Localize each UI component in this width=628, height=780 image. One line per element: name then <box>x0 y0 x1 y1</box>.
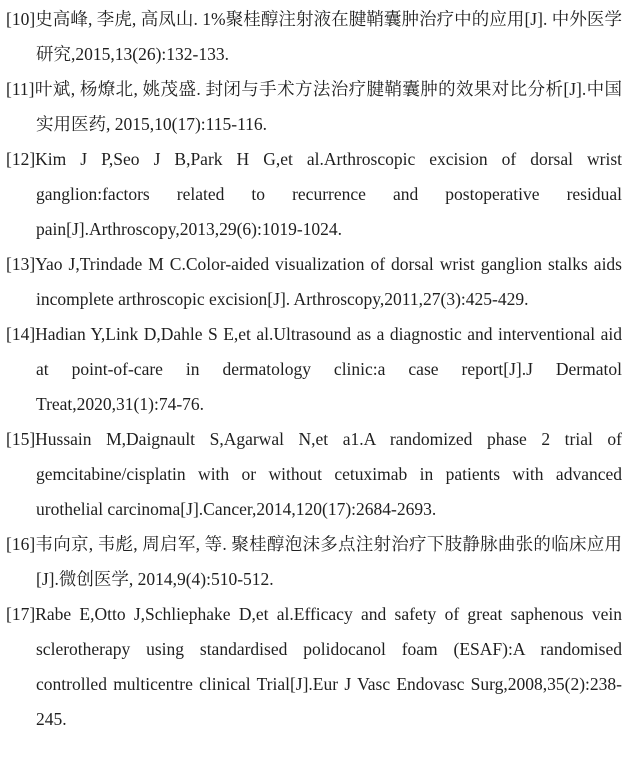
reference-number: [12] <box>6 149 36 169</box>
reference-item-16 <box>6 527 622 597</box>
reference-text: 韦向京, 韦彪, 周启军, 等. 聚桂醇泡沫多点注射治疗下肢静脉曲张的临床应用[J].微创医学, 2014,9(4):510-512. <box>35 534 622 589</box>
reference-number: [17] <box>6 604 36 624</box>
reference-text: 叶斌, 杨燎北, 姚茂盛. 封闭与手术方法治疗腱鞘囊肿的效果对比分析[J].中国实用医药, 2015,10(17):115-116. <box>34 79 622 134</box>
reference-number: [11] <box>6 79 35 99</box>
reference-number: [13] <box>6 254 36 274</box>
reference-item-13 <box>6 247 622 317</box>
reference-item-15 <box>6 422 622 527</box>
reference-list <box>6 2 622 737</box>
reference-number: [16] <box>6 534 36 554</box>
reference-text: 史高峰, 李虎, 高凤山. 1%聚桂醇注射液在腱鞘囊肿治疗中的应用[J]. 中外医学研究,2015,13(26):132-133. <box>35 9 622 64</box>
reference-text: Rabe E,Otto J,Schliephake D,et al.Efficacy and safety of great saphenous vein sclerotherapy using standardised polidocanol foam (ESAF):A randomised controlled multicentre clinical Trial[J].Eur J Vasc Endovasc Surg,2008,35(2):238-245. <box>35 604 622 729</box>
reference-text: Kim J P,Seo J B,Park H G,et al.Arthroscopic excision of dorsal wrist ganglion:factors related to recurrence and postoperative residual pain[J].Arthroscopy,2013,29(6):1019-1024. <box>35 149 622 239</box>
reference-text: Hussain M,Daignault S,Agarwal N,et a1.A randomized phase 2 trial of gemcitabine/cisplatin with or without cetuximab in patients with advanced urothelial carcinoma[J].Cancer,2014,120(17):2684-2693. <box>35 429 622 519</box>
reference-item-11 <box>6 72 622 142</box>
reference-number: [10] <box>6 9 36 29</box>
reference-item-14 <box>6 317 622 422</box>
reference-item-17 <box>6 597 622 737</box>
reference-text: Yao J,Trindade M C.Color-aided visualization of dorsal wrist ganglion stalks aids incomplete arthroscopic excision[J]. Arthroscopy,2011,27(3):425-429. <box>35 254 622 309</box>
reference-number: [14] <box>6 324 36 344</box>
reference-item-12 <box>6 142 622 247</box>
reference-text: Hadian Y,Link D,Dahle S E,et al.Ultrasound as a diagnostic and interventional aid at point-of-care in dermatology clinic:a case report[J].J Dermatol Treat,2020,31(1):74-76. <box>35 324 622 414</box>
reference-number: [15] <box>6 429 36 449</box>
reference-item-10 <box>6 2 622 72</box>
